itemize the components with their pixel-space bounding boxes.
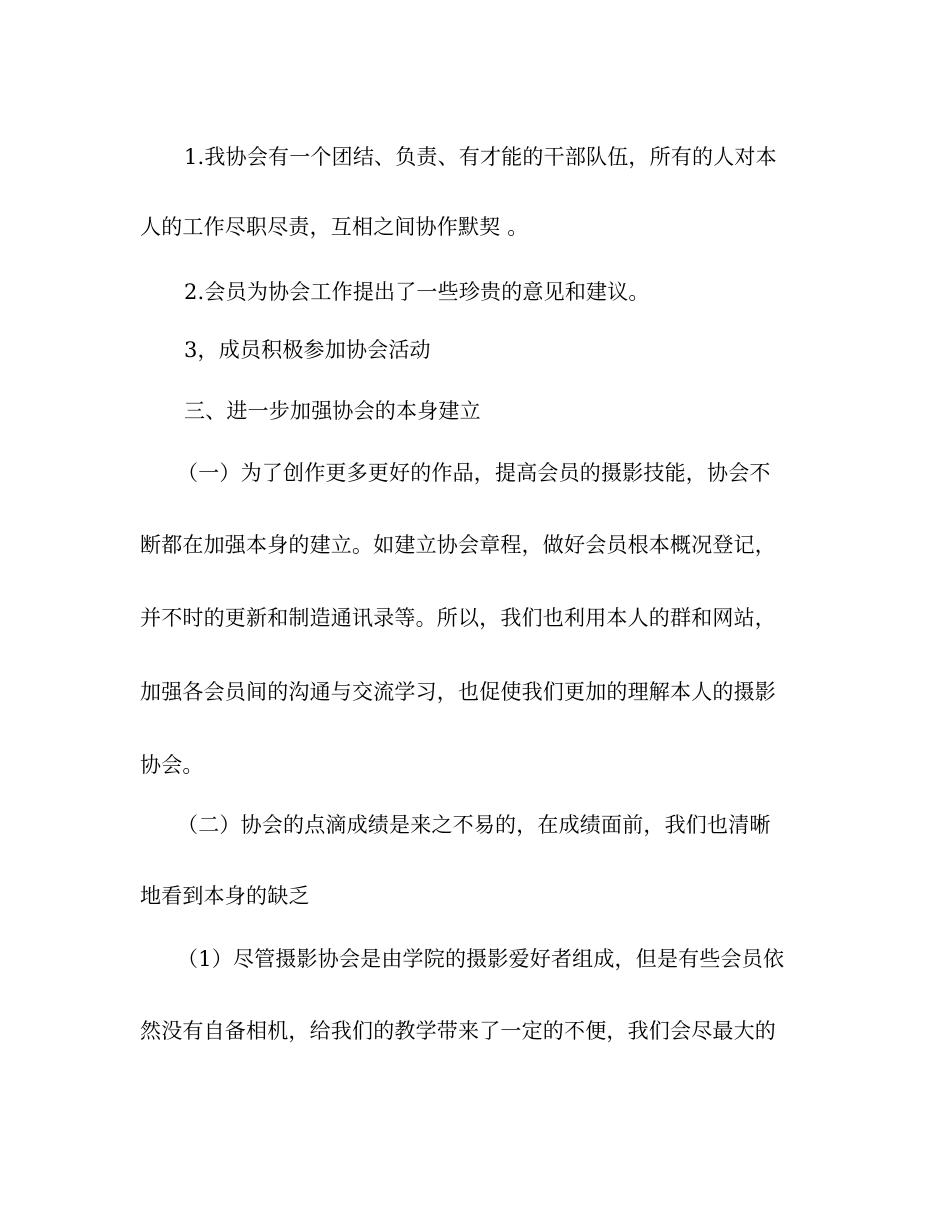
paragraph-3: 3，成员积极参加协会活动	[184, 338, 431, 362]
paragraph-4-line-3: 并不时的更新和制造通讯录等。所以，我们也利用本人的群和网站，	[140, 606, 776, 630]
paragraph-1-line-2: 人的工作尽职尽责，互相之间协作默契 。	[140, 215, 529, 239]
paragraph-5-line-1: （二）协会的点滴成绩是来之不易的，在成绩面前，我们也清晰	[177, 813, 771, 837]
section-heading-3: 三、进一步加强协会的本身建立	[184, 399, 481, 423]
paragraph-1-line-1: 1.我协会有一个团结、负责、有才能的干部队伍，所有的人对本	[184, 145, 777, 169]
paragraph-6-line-2: 然没有自备相机，给我们的教学带来了一定的不便，我们会尽最大的	[140, 1019, 776, 1043]
paragraph-4-line-4: 加强各会员间的沟通与交流学习，也促使我们更加的理解本人的摄影	[140, 680, 776, 704]
paragraph-6-line-1: （1）尽管摄影协会是由学院的摄影爱好者组成，但是有些会员依	[177, 947, 785, 971]
paragraph-2: 2.会员为协会工作提出了一些珍贵的意见和建议。	[184, 280, 650, 304]
paragraph-4-line-1: （一）为了创作更多更好的作品，提高会员的摄影技能，协会不	[177, 461, 771, 485]
paragraph-4-line-2: 断都在加强本身的建立。如建立协会章程，做好会员根本概况登记，	[140, 533, 776, 557]
paragraph-5-line-2: 地看到本身的缺乏	[140, 884, 310, 908]
paragraph-4-line-5: 协会。	[140, 753, 204, 777]
